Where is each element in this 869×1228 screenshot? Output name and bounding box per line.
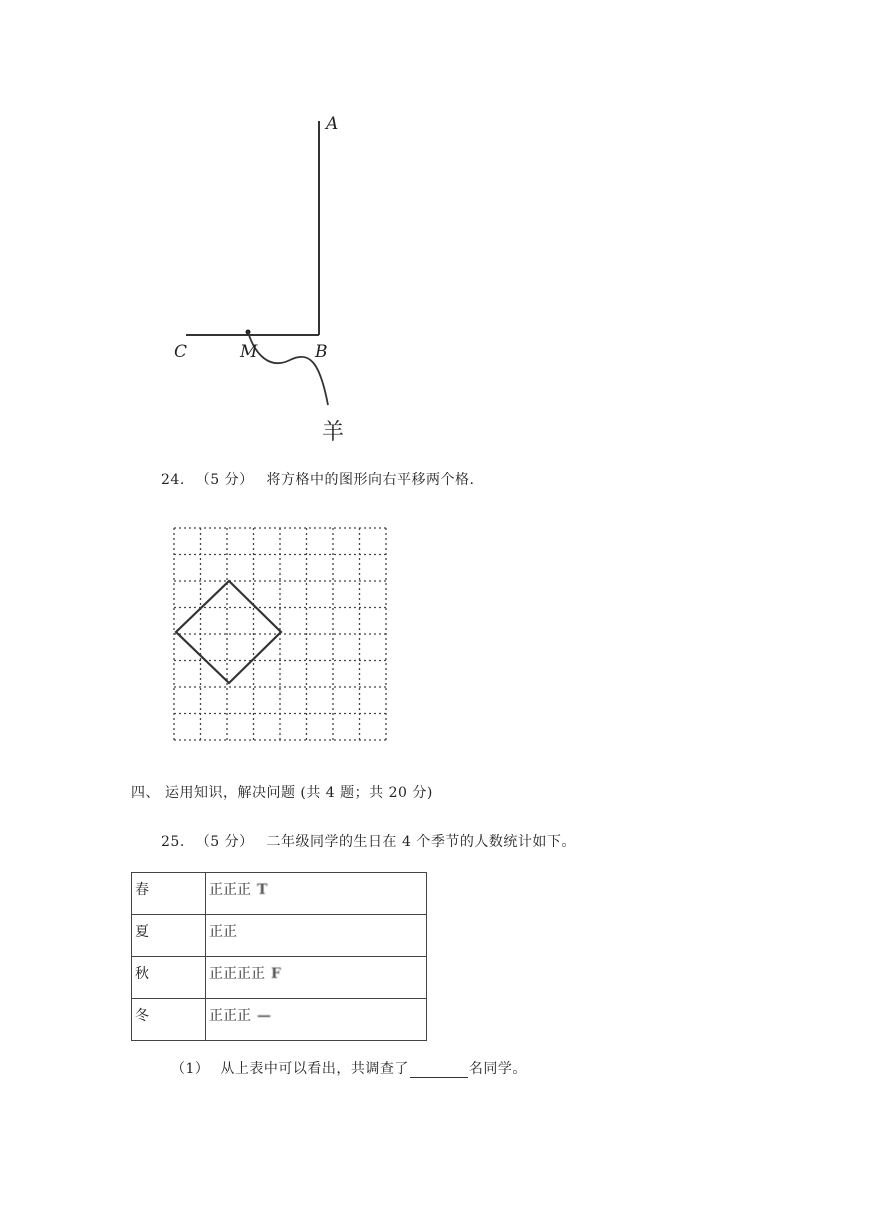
rope-figure <box>160 105 380 450</box>
question-24-score: （5 分） <box>195 472 254 488</box>
tally-marks: 正正正 <box>209 882 251 898</box>
label-c: C <box>174 342 188 362</box>
question-25-sub-1 <box>171 1058 527 1078</box>
label-m: M <box>240 342 258 362</box>
tally-marks: 正正正 <box>209 1008 251 1024</box>
table-row <box>132 873 427 915</box>
partial-tally-mark: F <box>271 966 281 982</box>
question-25-score: （5 分） <box>195 834 254 850</box>
label-sheep: 羊 <box>322 420 345 445</box>
section-4-heading: 四、 运用知识，解决问题 (共 4 题；共 20 分) <box>131 785 433 801</box>
diamond-shape <box>176 581 281 683</box>
answer-blank[interactable] <box>410 1063 468 1078</box>
question-25-text: 二年级同学的生日在 4 个季节的人数统计如下。 <box>266 834 576 850</box>
season-cell: 秋 <box>132 957 206 999</box>
tally-marks: 正正 <box>209 924 237 940</box>
label-a: A <box>326 114 339 134</box>
tally-cell <box>206 873 427 915</box>
partial-tally-mark: — <box>257 1008 271 1024</box>
sub-question-text-after: 名同学。 <box>468 1061 527 1077</box>
season-cell: 春 <box>132 873 206 915</box>
season-cell: 冬 <box>132 999 206 1041</box>
translation-grid <box>170 524 394 744</box>
question-24-text: 将方格中的图形向右平移两个格. <box>266 472 475 488</box>
sub-question-number: （1） <box>171 1061 210 1077</box>
tally-cell <box>206 915 427 957</box>
tally-cell <box>206 999 427 1041</box>
tally-cell <box>206 957 427 999</box>
question-24 <box>161 469 474 489</box>
season-cell: 夏 <box>132 915 206 957</box>
table-row <box>132 915 427 957</box>
sub-question-text-before: 从上表中可以看出，共调查了 <box>220 1061 409 1077</box>
table-row <box>132 999 427 1041</box>
question-24-number: 24. <box>161 472 185 488</box>
tally-marks: 正正正正 <box>209 966 265 982</box>
question-25 <box>161 831 576 851</box>
partial-tally-mark: T <box>257 882 268 898</box>
label-b: B <box>315 342 328 362</box>
question-25-number: 25. <box>161 834 185 850</box>
table-row <box>132 957 427 999</box>
tally-table <box>131 872 427 1041</box>
